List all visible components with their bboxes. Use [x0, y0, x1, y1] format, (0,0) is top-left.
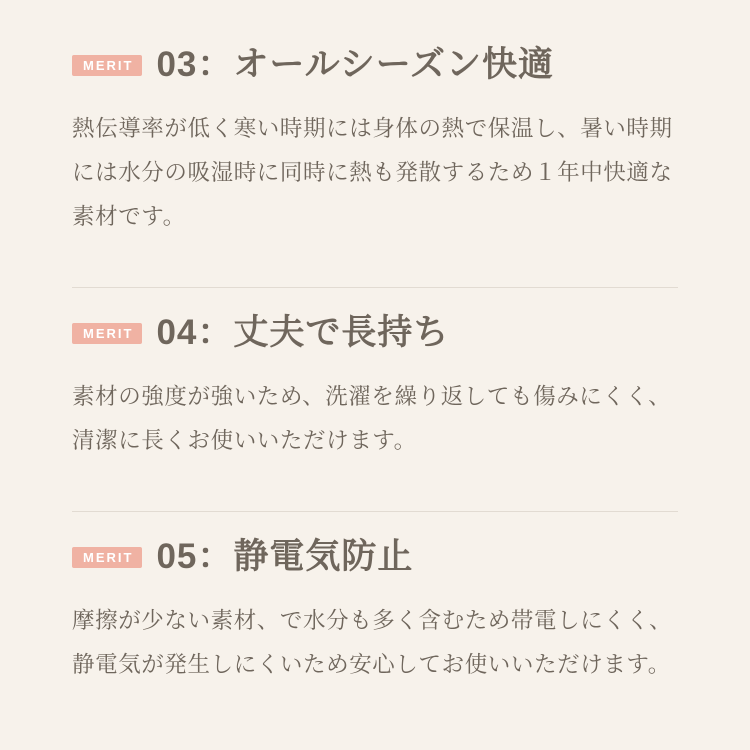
merit-title: 04：丈夫で長持ち	[156, 313, 450, 353]
merit-heading-03	[72, 46, 678, 85]
merit-title: 05：静電気防止	[156, 537, 414, 577]
section-divider	[72, 287, 678, 288]
merit-title: 03：オールシーズン快適	[156, 45, 555, 84]
merit-body: 素材の強度が強いため、洗濯を繰り返しても傷みにくく、清潔に長くお使いいただけます。	[72, 384, 672, 453]
section-divider	[72, 511, 678, 512]
merit-body: 摩擦が少ない素材、で水分も多く含むため帯電しにくく、静電気が発生しにくいため安心してお使いいただけます。	[72, 608, 673, 678]
merit-body: 熱伝導率が低く寒い時期には身体の熱で保温し、暑い時期には水分の吸湿時に同時に熱も発散するため１年中快適な素材です。	[72, 116, 673, 229]
merit-block-05	[72, 538, 678, 709]
merit-badge: MERIT	[72, 547, 142, 568]
merit-heading-04	[72, 314, 678, 353]
merit-badge: MERIT	[72, 323, 142, 344]
merit-block-04	[72, 314, 678, 485]
merit-heading-05	[72, 538, 678, 577]
merit-badge: MERIT	[72, 55, 142, 76]
merit-block-03	[72, 46, 678, 261]
